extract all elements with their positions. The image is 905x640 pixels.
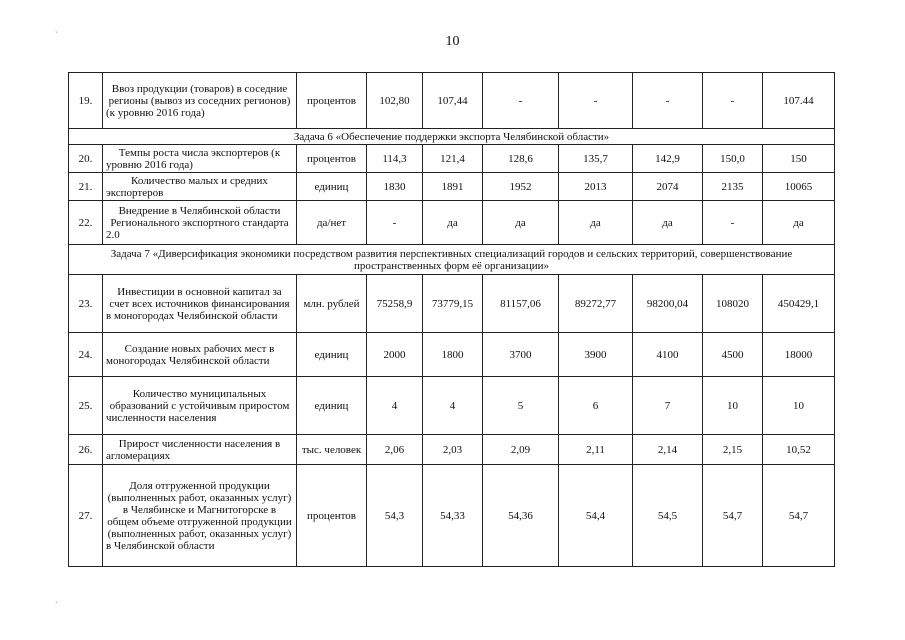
margin-mark-top: ˋ: [55, 30, 58, 40]
row-number: 23.: [69, 275, 103, 333]
value-cell: 98200,04: [633, 275, 703, 333]
value-cell: 54,36: [483, 465, 559, 567]
unit-cell: процентов: [297, 145, 367, 173]
value-cell: 54,7: [763, 465, 835, 567]
unit-cell: единиц: [297, 333, 367, 377]
unit-cell: тыс. человек: [297, 435, 367, 465]
value-cell: 10065: [763, 173, 835, 201]
table-row: [69, 73, 835, 129]
value-cell: да: [559, 201, 633, 245]
indicator-name: Внедрение в Челябинской области Регионального экспортного стандарта 2.0: [103, 201, 297, 245]
table-row: [69, 435, 835, 465]
section-title: Задача 7 «Диверсификация экономики посредством развития перспективных специализаций городов и сельских территорий, совершенствование пространственных форм её организации»: [69, 245, 835, 275]
value-cell: 1830: [367, 173, 423, 201]
indicator-name: Темпы роста числа экспортеров (к уровню 2016 года): [103, 145, 297, 173]
unit-cell: процентов: [297, 465, 367, 567]
indicator-name: Количество малых и средних экспортеров: [103, 173, 297, 201]
row-number: 20.: [69, 145, 103, 173]
value-cell: 2013: [559, 173, 633, 201]
value-cell: -: [703, 201, 763, 245]
value-cell: 114,3: [367, 145, 423, 173]
row-number: 24.: [69, 333, 103, 377]
row-number: 22.: [69, 201, 103, 245]
value-cell: да: [423, 201, 483, 245]
unit-cell: процентов: [297, 73, 367, 129]
indicator-name: Ввоз продукции (товаров) в соседние регионы (вывоз из соседних регионов) (к уровню 2016 года): [103, 73, 297, 129]
value-cell: 2,06: [367, 435, 423, 465]
value-cell: 4100: [633, 333, 703, 377]
row-number: 25.: [69, 377, 103, 435]
value-cell: 2,03: [423, 435, 483, 465]
value-cell: 1891: [423, 173, 483, 201]
table-row: [69, 275, 835, 333]
table-row: [69, 377, 835, 435]
value-cell: 150: [763, 145, 835, 173]
value-cell: 10: [763, 377, 835, 435]
value-cell: 1800: [423, 333, 483, 377]
value-cell: 107,44: [423, 73, 483, 129]
value-cell: 2,15: [703, 435, 763, 465]
value-cell: -: [367, 201, 423, 245]
value-cell: 1952: [483, 173, 559, 201]
value-cell: 2000: [367, 333, 423, 377]
value-cell: 2074: [633, 173, 703, 201]
table-body: [69, 73, 835, 567]
value-cell: 121,4: [423, 145, 483, 173]
value-cell: 135,7: [559, 145, 633, 173]
value-cell: 142,9: [633, 145, 703, 173]
value-cell: 10: [703, 377, 763, 435]
value-cell: да: [483, 201, 559, 245]
value-cell: 54,33: [423, 465, 483, 567]
section-header-row: [69, 129, 835, 145]
value-cell: 7: [633, 377, 703, 435]
row-number: 21.: [69, 173, 103, 201]
value-cell: 81157,06: [483, 275, 559, 333]
margin-mark-bottom: ˋ: [55, 600, 58, 610]
value-cell: -: [559, 73, 633, 129]
value-cell: 54,3: [367, 465, 423, 567]
indicator-name: Прирост численности населения в агломерациях: [103, 435, 297, 465]
value-cell: 73779,15: [423, 275, 483, 333]
value-cell: -: [483, 73, 559, 129]
value-cell: 4: [423, 377, 483, 435]
section-title: Задача 6 «Обеспечение поддержки экспорта Челябинской области»: [69, 129, 835, 145]
table-row: [69, 333, 835, 377]
section-header-row: [69, 245, 835, 275]
value-cell: 150,0: [703, 145, 763, 173]
value-cell: 3700: [483, 333, 559, 377]
value-cell: 128,6: [483, 145, 559, 173]
value-cell: 108020: [703, 275, 763, 333]
table-row: [69, 145, 835, 173]
row-number: 27.: [69, 465, 103, 567]
value-cell: -: [633, 73, 703, 129]
value-cell: 4500: [703, 333, 763, 377]
unit-cell: да/нет: [297, 201, 367, 245]
value-cell: 6: [559, 377, 633, 435]
indicator-name: Количество муниципальных образований с устойчивым приростом численности населения: [103, 377, 297, 435]
value-cell: 2,14: [633, 435, 703, 465]
unit-cell: единиц: [297, 377, 367, 435]
value-cell: -: [703, 73, 763, 129]
row-number: 26.: [69, 435, 103, 465]
value-cell: 102,80: [367, 73, 423, 129]
value-cell: 3900: [559, 333, 633, 377]
page-number: 10: [445, 34, 460, 49]
value-cell: 54,5: [633, 465, 703, 567]
unit-cell: млн. рублей: [297, 275, 367, 333]
value-cell: 450429,1: [763, 275, 835, 333]
row-number: 19.: [69, 73, 103, 129]
value-cell: 54,4: [559, 465, 633, 567]
indicators-table: [68, 72, 835, 567]
value-cell: 5: [483, 377, 559, 435]
indicator-name: Создание новых рабочих мест в моногородах Челябинской области: [103, 333, 297, 377]
value-cell: 10,52: [763, 435, 835, 465]
table-row: [69, 173, 835, 201]
value-cell: 75258,9: [367, 275, 423, 333]
indicator-name: Инвестиции в основной капитал за счет всех источников финансирования в моногородах Челябинской области: [103, 275, 297, 333]
value-cell: 107.44: [763, 73, 835, 129]
value-cell: да: [763, 201, 835, 245]
value-cell: 2,11: [559, 435, 633, 465]
value-cell: да: [633, 201, 703, 245]
indicator-name: Доля отгруженной продукции (выполненных работ, оказанных услуг) в Челябинске и Магнитогорске в общем объеме отгруженной продукции (выполненных работ, оказанных услуг) в Челябинской области: [103, 465, 297, 567]
value-cell: 2135: [703, 173, 763, 201]
value-cell: 54,7: [703, 465, 763, 567]
table-row: [69, 201, 835, 245]
value-cell: 2,09: [483, 435, 559, 465]
value-cell: 18000: [763, 333, 835, 377]
value-cell: 89272,77: [559, 275, 633, 333]
value-cell: 4: [367, 377, 423, 435]
unit-cell: единиц: [297, 173, 367, 201]
table-row: [69, 465, 835, 567]
